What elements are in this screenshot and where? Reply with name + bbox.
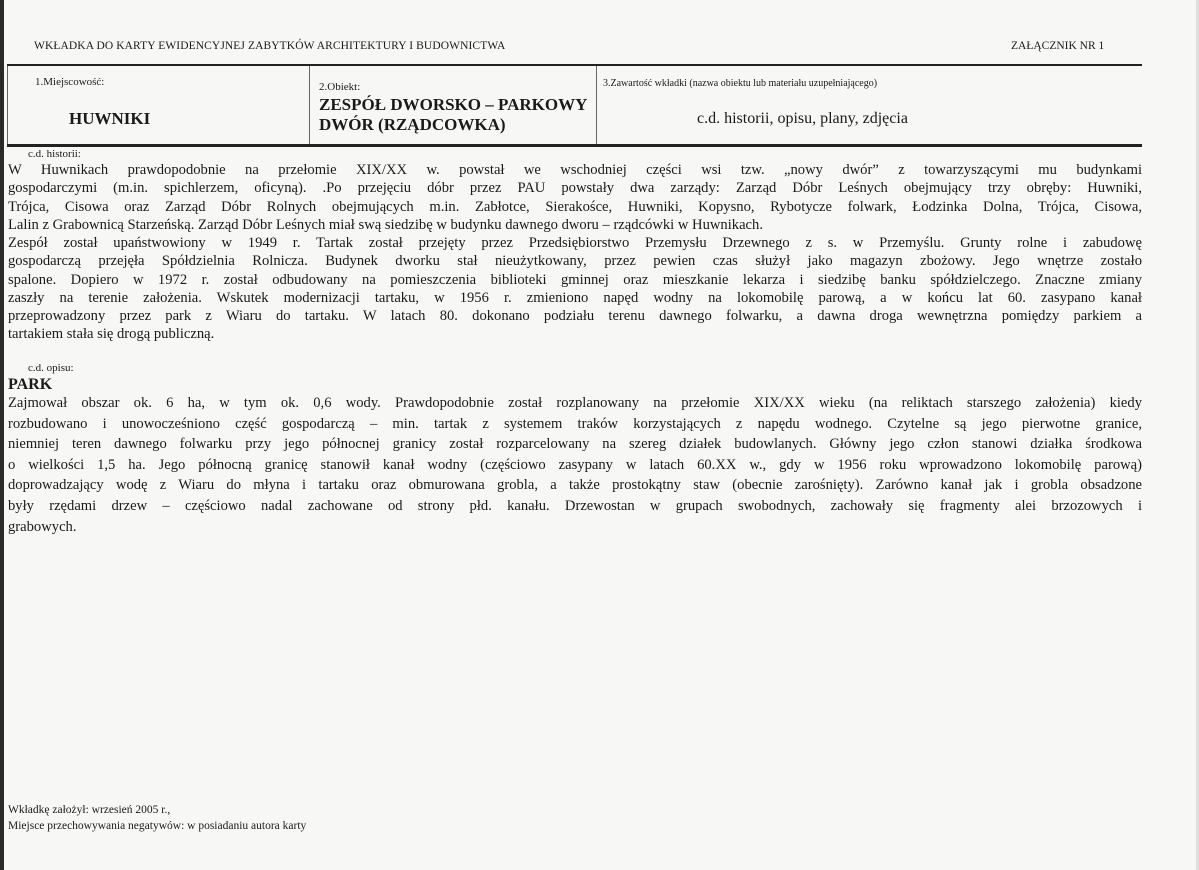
object-cell [310,66,597,144]
history-line: przeprowadzony przez park z Wiaru do tartaku. W latach 80. dokonano podziału terenu dawnego folwarku, a dawna droga wewnętrzna pomiędzy parkiem a [8,308,1142,324]
history-line: gospodarczą przejęła Spółdzielnia Rolnicza. Budynek dworku stał nieużytkowany, przez pewien czas służył jako magazyn zbożowy. Jego wnętrze zostało [8,253,1142,270]
history-label: c.d. historii: [28,148,81,160]
object-line-1: ZESPÓŁ DWORSKO – PARKOWY [319,95,588,114]
history-text [8,161,1142,344]
history-line: Trójca, Cisowa oraz Zarząd Dóbr Rolnych obejmujących m.in. Zabłotce, Sierakośce, Huwniki, Kopysno, Rybotycze folwark, Łodzinka Dolna, Trójca, Cisowa, [8,198,1142,215]
description-line: doprowadzający wodę z Wiaru do młyna i tartaku oraz obmurowana grobla, a także prostokątny staw (obecnie zarośnięty). Zarówno kanał jak i grobla obsadzone [8,477,1142,494]
description-line: o wielkości 1,5 ha. Jego północną granicę stanowił kanał wodny (częściowo zasypany w latach 60.XX w., gdy w 1956 roku wprowadzono lokomobilę parową) [8,456,1142,473]
park-heading: PARK [8,376,53,393]
description-text [8,393,1142,537]
history-line: Lalin z Grabownicą Starzeńską. Zarząd Dóbr Leśnych miał swą siedzibę w budynku dawnego dworu – rządcówki w Huwnikach. [8,216,763,233]
description-line: grabowych. [8,518,77,535]
history-line: zaszły na terenie założenia. Wskutek modernizacji tartaku, w 1956 r. zmieniono napęd wodny na lokomobilę parową, a w końcu lat 60. zasypano kanał [8,289,1142,306]
locality-label: 1.Miejscowość: [35,76,105,88]
history-line: tartakiem stała się drogą publiczną. [8,326,215,343]
history-line: spalone. Dopiero w 1972 r. został odbudowany na pomieszczenia biblioteki gminnej oraz mieszkanie lekarza i siedzibę banku spółdzielczego. Znaczne zmiany [8,271,1142,288]
contents-cell [597,66,1142,144]
negatives-note: Miejsce przechowywania negatywów: w posiadaniu autora karty [8,820,307,832]
scan-edge-left [0,0,4,870]
annex-number: ZAŁĄCZNIK NR 1 [1011,40,1105,52]
history-line: gospodarczymi (m.in. spichlerzem, oficyną). .Po przejęciu dóbr przez PAU powstały dwa zarządy: Zarząd Dóbr Leśnych obejmujący trzy obręby: Huwniki, [8,180,1142,197]
contents-value: c.d. historii, opisu, plany, zdjęcia [697,110,908,127]
history-line: Zespół został upaństwowiony w 1949 r. Tartak został przejęty przez Przedsiębiorstwo Przemysłu Drzewnego z s. w Przemyślu. Grunty rolne i zabudowę [8,235,1142,251]
description-line: niemniej teren dawnego folwarku przy jego północnej granicy został rozparcelowany na szereg działek budowlanych. Główny jego człon stanowi działka środkowa [8,436,1142,453]
history-line: W Huwnikach prawdopodobnie na przełomie XIX/XX w. powstał we wschodniej części wsi tzw. „nowy dwór” z towarzyszącymi mu budynkami [8,162,1142,178]
description-line: rozbudowano i unowocześniono część gospodarczą – min. tartak z systemem traków korzystających z napędu wodnego. Czytelne są jego pierwotne granice, [8,415,1142,432]
description-line: Zajmował obszar ok. 6 ha, w tym ok. 0,6 wody. Prawdopodobnie został rozplanowany na przełomie XIX/XX wieku (na reliktach starszego założenia) kiedy [8,395,1142,411]
created-note: Wkładkę założył: wrzesień 2005 r., [8,804,171,816]
contents-label: 3.Zawartość wkładki (nazwa obiektu lub materiału uzupełniającego) [603,78,878,89]
description-label: c.d. opisu: [28,362,74,374]
object-label: 2.Obiekt: [319,81,361,93]
description-line: były rzędami drzew – częściowo nadal zachowane od strony płd. kanału. Drzewostan w grupach swobodnych, zachowały się fragmenty alei brzozowych i [8,497,1142,514]
header-table [7,64,1142,147]
locality-value: HUWNIKI [69,109,151,128]
locality-cell [7,66,310,144]
object-line-2: DWÓR (RZĄDCOWKA) [319,115,506,134]
document-title: WKŁADKA DO KARTY EWIDENCYJNEJ ZABYTKÓW ARCHITEKTURY I BUDOWNICTWA [34,40,506,52]
